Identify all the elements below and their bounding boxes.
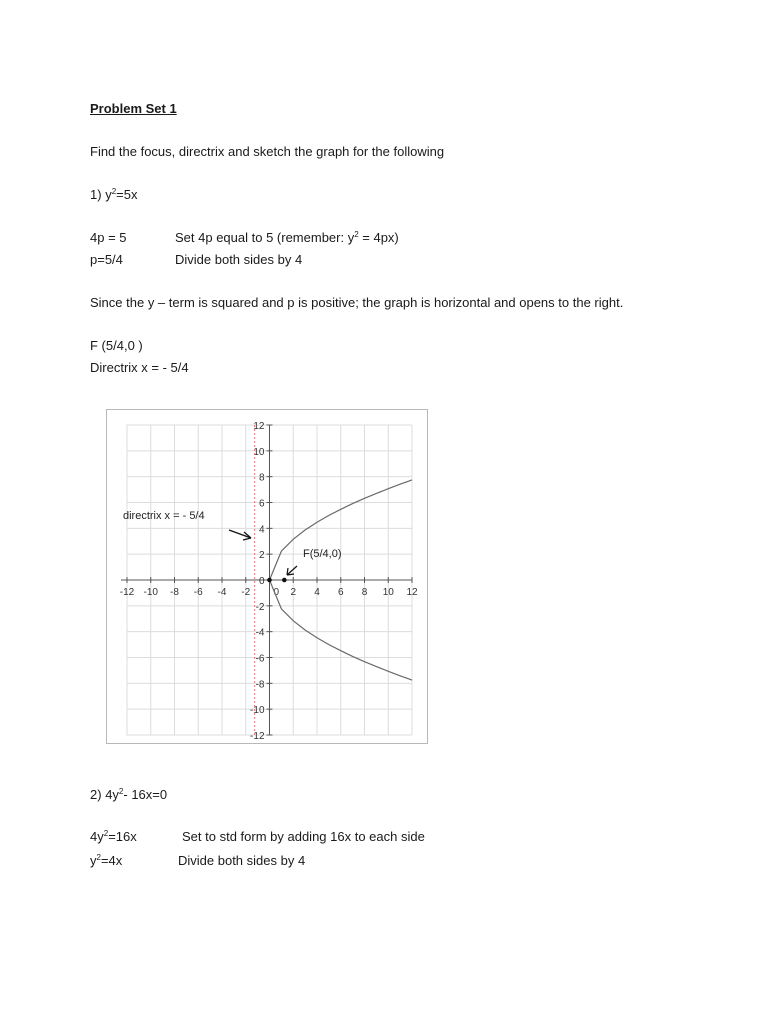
x-tick-label: 10	[382, 587, 394, 598]
x-tick-label: 0	[273, 587, 280, 598]
problem1-step1-note: Set 4p equal to 5 (remember: $y^2 = 4px$)	[175, 230, 399, 245]
y-tick-label: -8	[255, 679, 265, 691]
y-tick-label: 6	[258, 498, 265, 510]
focus-annotation: F(5/4,0)	[303, 548, 342, 560]
y-tick-label: 10	[253, 446, 265, 458]
problem1-equation: 1) $y^2=5x$	[90, 187, 138, 202]
focus-point	[282, 578, 287, 583]
problem1-step2-work: p=5/4	[90, 252, 123, 267]
problem1-step1-work: 4p = 5	[90, 230, 127, 245]
focus-arrow	[287, 566, 297, 575]
x-tick-label: -12	[119, 587, 135, 598]
problem2-step2-note: Divide both sides by 4	[178, 853, 306, 868]
problem1-focus: F (5/4,0 )	[90, 338, 143, 353]
y-tick-label: -10	[250, 705, 265, 717]
x-tick-label: -4	[217, 587, 227, 598]
x-tick-label: -10	[143, 587, 158, 598]
parabola-chart	[107, 410, 427, 743]
y-tick-label: 12	[253, 421, 265, 432]
x-tick-label: 12	[406, 587, 418, 598]
problem2-step1-note: Set to std form by adding 16x to each side	[182, 829, 425, 844]
problem2-step2-work: $y^2=4x$	[90, 853, 123, 868]
x-tick-label: 2	[290, 587, 297, 598]
problem2-step1-work: $4y^2=16x$	[90, 829, 137, 844]
y-tick-label: 4	[258, 524, 265, 536]
parabola-graph	[106, 409, 428, 744]
problem1-explanation: Since the y – term is squared and p is positive; the graph is horizontal and opens to the right.	[90, 295, 624, 310]
y-tick-label: 2	[258, 550, 265, 562]
problem2-equation: 2) $4y^2-$ 16x=0	[90, 787, 168, 802]
directrix-annotation: directrix x = - 5/4	[123, 510, 205, 522]
x-tick-label: -8	[170, 587, 179, 598]
x-tick-label: 8	[361, 587, 368, 598]
problem1-directrix: Directrix x = - 5/4	[90, 360, 189, 375]
instructions-text: Find the focus, directrix and sketch the graph for the following	[90, 144, 445, 159]
y-tick-label: -6	[255, 653, 265, 665]
y-tick-label: 8	[258, 472, 265, 484]
vertex-point	[267, 578, 272, 583]
x-tick-label: 6	[337, 587, 344, 598]
y-tick-label: 0	[258, 576, 265, 587]
x-tick-label: -2	[241, 587, 251, 598]
page-title: Problem Set 1	[90, 101, 177, 116]
y-tick-label: -12	[250, 731, 265, 742]
problem1-step2-note: Divide both sides by 4	[175, 252, 303, 267]
y-tick-label: -4	[255, 627, 265, 639]
directrix-arrow	[229, 530, 251, 538]
x-tick-label: 4	[314, 587, 320, 598]
x-tick-label: -6	[193, 587, 203, 598]
y-tick-label: -2	[255, 601, 265, 613]
